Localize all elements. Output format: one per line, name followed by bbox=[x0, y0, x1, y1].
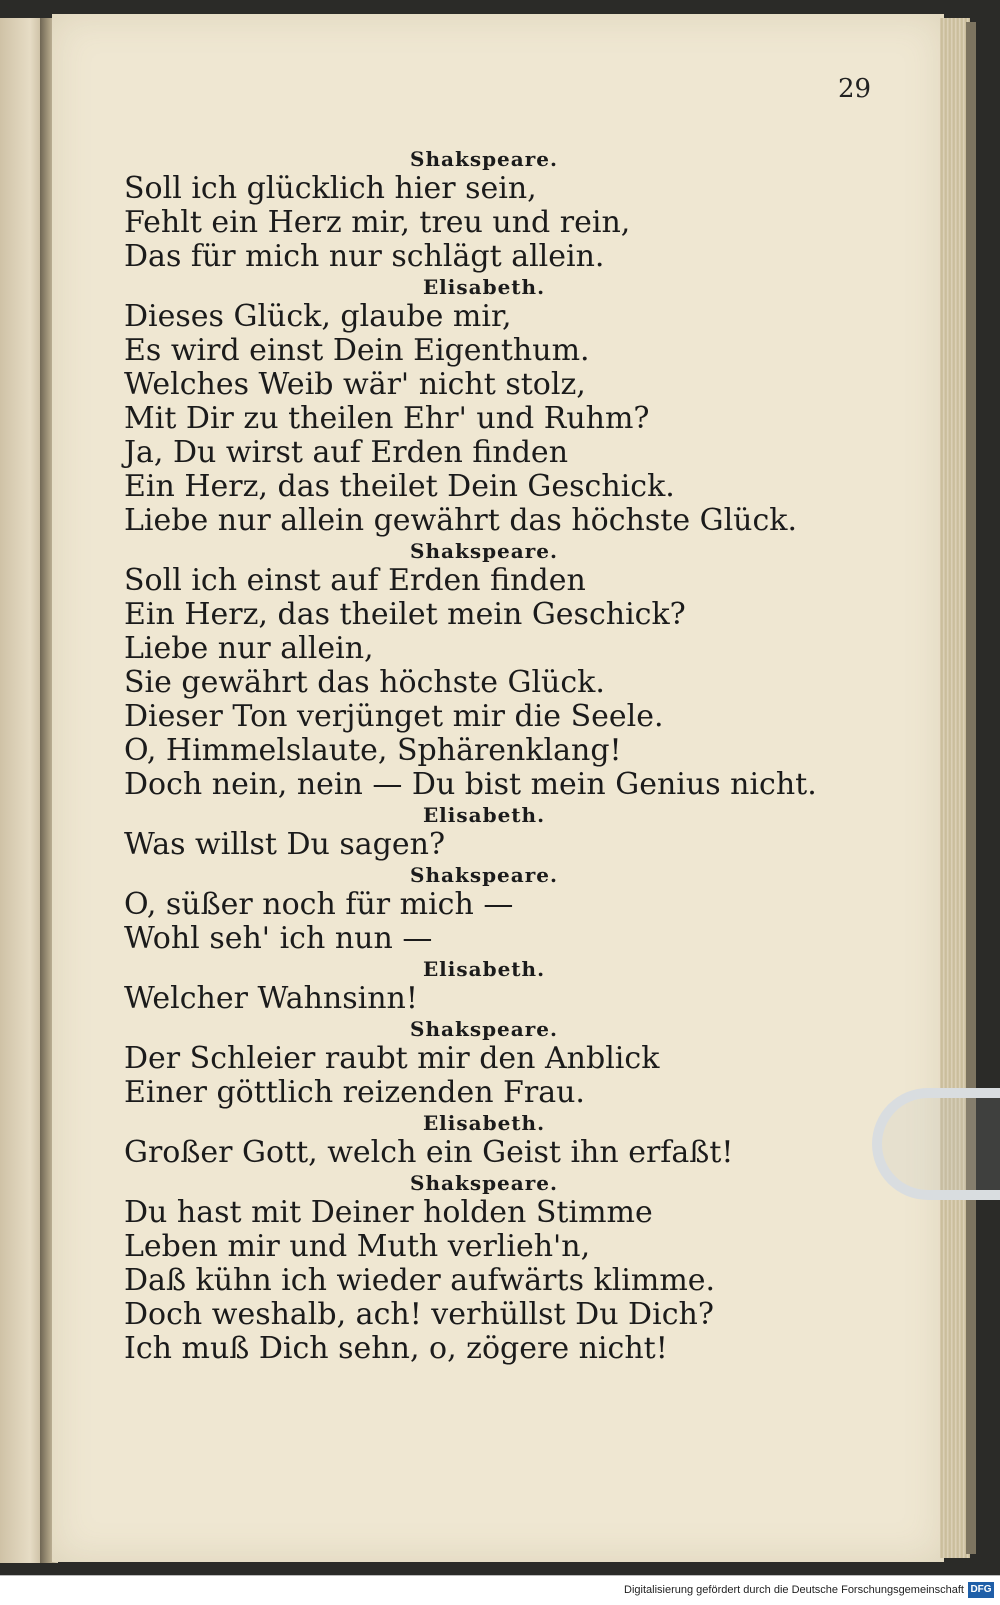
verse-line: Was willst Du sagen? bbox=[124, 827, 446, 862]
verse-line: Welches Weib wär' nicht stolz, bbox=[124, 367, 586, 402]
dialogue-block bbox=[124, 538, 844, 802]
verse-line: Mit Dir zu theilen Ehr' und Ruhm? bbox=[124, 401, 650, 436]
speaker-name: Shakspeare. bbox=[410, 147, 558, 171]
speaker-name: Elisabeth. bbox=[422, 275, 546, 299]
verse-line: Ein Herz, das theilet mein Geschick? bbox=[124, 597, 686, 632]
dfg-logo: DFG bbox=[968, 1582, 994, 1598]
verse-line: O, Himmelslaute, Sphärenklang! bbox=[124, 733, 622, 768]
speaker-name: Elisabeth. bbox=[422, 1111, 546, 1135]
speaker-name: Shakspeare. bbox=[410, 1171, 558, 1195]
verse-line: Doch nein, nein — Du bist mein Genius nicht. bbox=[124, 767, 817, 802]
verse-line: Liebe nur allein, bbox=[124, 631, 374, 666]
verse-line: Ich muß Dich sehn, o, zögere nicht! bbox=[124, 1331, 668, 1366]
verse-line: Daß kühn ich wieder aufwärts klimme. bbox=[124, 1263, 716, 1298]
speaker-name: Elisabeth. bbox=[422, 803, 546, 827]
dialogue-block bbox=[124, 862, 844, 956]
verse-line: Das für mich nur schlägt allein. bbox=[124, 239, 605, 274]
verse-line: Welcher Wahnsinn! bbox=[124, 981, 418, 1016]
page-clip bbox=[872, 1088, 1000, 1200]
verse-line: Dieses Glück, glaube mir, bbox=[124, 299, 512, 334]
page-number: 29 bbox=[838, 74, 872, 104]
verse-line: Es wird einst Dein Eigenthum. bbox=[124, 333, 590, 368]
verse-line: Sie gewährt das höchste Glück. bbox=[124, 665, 605, 700]
verse-line: Ein Herz, das theilet Dein Geschick. bbox=[124, 469, 675, 504]
speaker-name: Shakspeare. bbox=[410, 539, 558, 563]
dialogue-block bbox=[124, 1110, 844, 1170]
verse-line: Großer Gott, welch ein Geist ihn erfaßt! bbox=[124, 1135, 734, 1170]
verse-line: Doch weshalb, ach! verhüllst Du Dich? bbox=[124, 1297, 714, 1332]
verse-line: Soll ich einst auf Erden finden bbox=[124, 563, 586, 598]
verse-line: Ja, Du wirst auf Erden finden bbox=[124, 435, 569, 470]
dialogue-block bbox=[124, 802, 844, 862]
speaker-name: Shakspeare. bbox=[410, 1017, 558, 1041]
speaker-name: Elisabeth. bbox=[422, 957, 546, 981]
verse-line: Wohl seh' ich nun — bbox=[124, 921, 433, 956]
libretto-text bbox=[124, 146, 844, 1366]
verse-line: Leben mir und Muth verlieh'n, bbox=[124, 1229, 591, 1264]
footer-bar bbox=[0, 1575, 1000, 1605]
verse-line: Der Schleier raubt mir den Anblick bbox=[124, 1041, 660, 1076]
verse-line: Du hast mit Deiner holden Stimme bbox=[124, 1195, 653, 1230]
verse-line: Soll ich glücklich hier sein, bbox=[124, 171, 537, 206]
dialogue-block bbox=[124, 146, 844, 274]
verse-line: O, süßer noch für mich — bbox=[124, 887, 514, 922]
verse-line: Dieser Ton verjünget mir die Seele. bbox=[124, 699, 664, 734]
verse-line: Liebe nur allein gewährt das höchste Glück. bbox=[124, 503, 798, 538]
dialogue-block bbox=[124, 274, 844, 538]
dialogue-block bbox=[124, 1170, 844, 1366]
dialogue-block bbox=[124, 956, 844, 1016]
speaker-name: Shakspeare. bbox=[410, 863, 558, 887]
dialogue-block bbox=[124, 1016, 844, 1110]
verse-line: Einer göttlich reizenden Frau. bbox=[124, 1075, 585, 1110]
funding-credit: Digitalisierung gefördert durch die Deutsche Forschungsgemeinschaft bbox=[624, 1584, 964, 1596]
verse-line: Fehlt ein Herz mir, treu und rein, bbox=[124, 205, 631, 240]
cover-edge bbox=[966, 22, 976, 1554]
